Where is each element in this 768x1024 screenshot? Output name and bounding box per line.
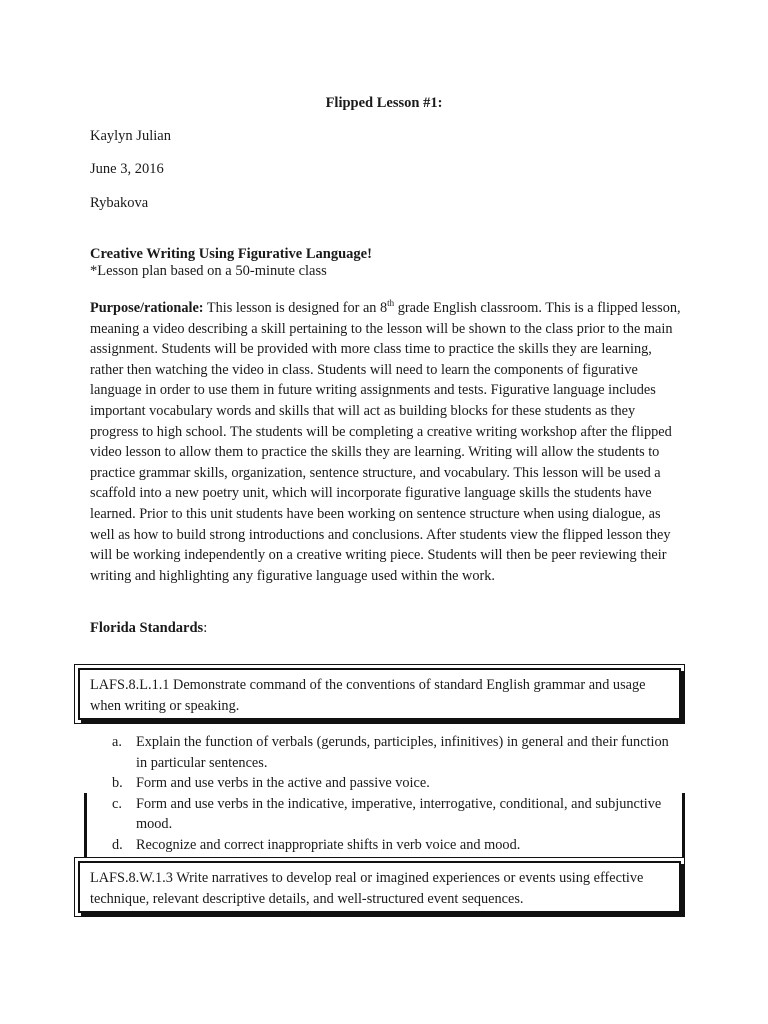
standards-heading-label: Florida Standards <box>90 620 204 636</box>
list-item <box>108 794 678 835</box>
document-title: Flipped Lesson #1: <box>325 95 443 111</box>
list-item <box>108 773 678 794</box>
list-item-letter: a. <box>112 734 122 750</box>
standard-box-l-1-1: LAFS.8.L.1.1 Demonstrate command of the conventions of standard English grammar and usage when writing or speaking. <box>78 668 681 720</box>
lesson-heading: Creative Writing Using Figurative Language! <box>90 246 372 262</box>
purpose-ordinal-suffix: th <box>387 298 395 309</box>
standard-box-w-1-3: LAFS.8.W.1.3 Write narratives to develop real or imagined experiences or events using effective technique, relevant descriptive details, and well-structured event sequences. <box>78 861 681 913</box>
author-name: Kaylyn Julian <box>90 128 171 144</box>
table-border-right <box>682 793 685 857</box>
table-border-left <box>84 793 87 857</box>
list-item-text: Recognize and correct inappropriate shifts in verb voice and mood. <box>136 836 521 853</box>
list-item-text: Form and use verbs in the indicative, imperative, interrogative, conditional, and subjunctive mood. <box>136 795 662 833</box>
list-item <box>108 732 678 773</box>
list-item-letter: c. <box>112 795 122 812</box>
standards-heading <box>90 620 207 637</box>
purpose-text-rest: grade English classroom. This is a flipped lesson, meaning a video describing a skill pertaining to the lesson will be shown to the class prior to the main assignment. Students will be provided with more class time to practice the skills they are learning, rather then watching the video in class. Students will need to learn the components of figurative language in order to use them in future writing assignments and tests. Figurative language includes important vocabulary words and skills that will act as building blocks for these students as they progress to high school. The students will be completing a creative writing workshop after the flipped video lesson to allow them to practice the skills they are learning. Writing will allow the students to practice grammar skills, organization, sentence structure, and vocabulary. This lesson will be used a scaffold into a new poetry unit, which will incorporate figurative language skills the students have learned. Prior to this unit students have been working on sentence structure when using dialogue, as well as how to build strong introductions and conclusions. After students view the flipped lesson they will be working independently on a creative writing piece. Students will then be peer reviewing their writing and highlighting any figurative language used within the work. <box>90 300 681 584</box>
purpose-label: Purpose/rationale: <box>90 300 204 316</box>
standard-sub-list <box>108 732 678 856</box>
list-item-text: Explain the function of verbals (gerunds, participles, infinitives) in general and their function in particular sentences. <box>136 734 669 771</box>
purpose-text-start: This lesson is designed for an 8 <box>203 300 388 316</box>
standards-heading-colon: : <box>203 620 208 636</box>
purpose-paragraph <box>90 298 682 586</box>
teacher-name: Rybakova <box>90 195 149 211</box>
document-date: June 3, 2016 <box>90 161 164 177</box>
list-item <box>108 835 678 856</box>
list-item-text: Form and use verbs in the active and passive voice. <box>136 775 430 792</box>
list-item-letter: d. <box>112 836 123 853</box>
lesson-note: *Lesson plan based on a 50-minute class <box>90 263 327 279</box>
list-item-letter: b. <box>112 775 123 792</box>
